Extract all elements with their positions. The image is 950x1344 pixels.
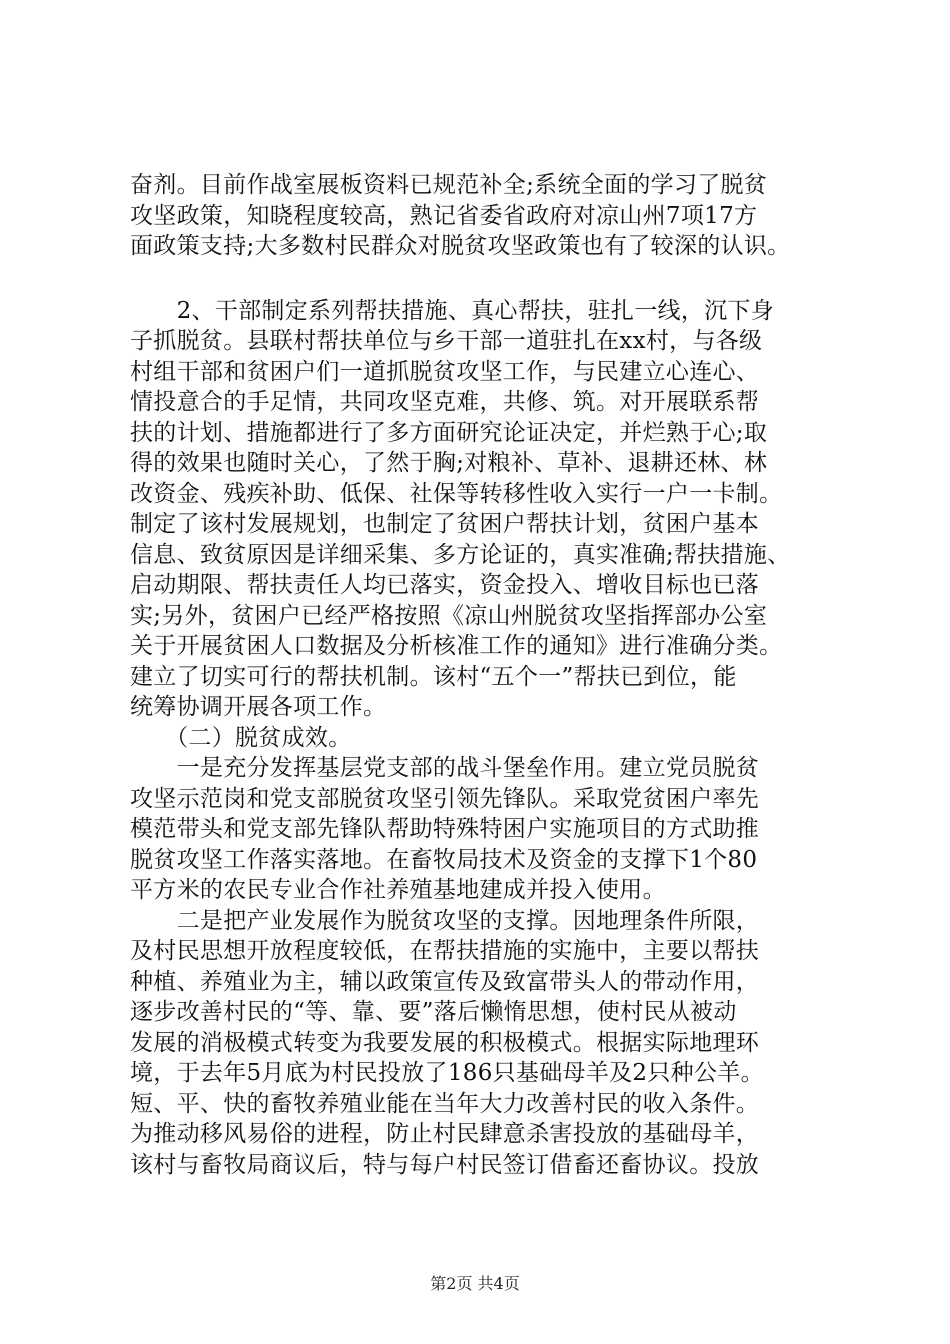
text-line: 及村民思想开放程度较低，在帮扶措施的实施中，主要以帮扶	[130, 938, 760, 964]
text-line: 扶的计划、措施都进行了多方面研究论证决定，并烂熟于心;取	[130, 419, 768, 446]
text-line: 短、平、快的畜牧养殖业能在当年大力改善村民的收入条件。	[130, 1090, 760, 1117]
text-line: 实;另外，贫困户已经严格按照《凉山州脱贫攻坚指挥部办公室	[130, 602, 768, 629]
text-line: 面政策支持;大多数村民群众对脱贫攻坚政策也有了较深的认识。	[130, 233, 791, 259]
text-line: 制定了该村发展规划，也制定了贫困户帮扶计划，贫困户基本	[130, 511, 760, 537]
text-line: 模范带头和党支部先锋队帮助特殊特困户实施项目的方式助推	[130, 816, 760, 842]
text-line: 子抓脱贫。县联村帮扶单位与乡干部一道驻扎在xx村，与各级	[130, 328, 763, 354]
page-number-footer: 第2页 共4页	[430, 1274, 520, 1293]
text-line	[130, 1211, 830, 1242]
text-line: 奋剂。目前作战室展板资料已规范补全;系统全面的学习了脱贫	[130, 172, 768, 198]
paragraph-1	[130, 170, 830, 262]
text-line: 建立了切实可行的帮扶机制。该村“五个一”帮扶已到位，能	[130, 663, 737, 690]
text-line	[130, 1180, 830, 1211]
text-line: 2、干部制定系列帮扶措施、真心帮扶，驻扎一线，沉下身	[130, 297, 775, 324]
document-body	[130, 170, 830, 1302]
text-line: 二是把产业发展作为脱贫攻坚的支撑。因地理条件所限，	[130, 907, 760, 934]
text-line: 该村与畜牧局商议后，特与每户村民签订借畜还畜协议。投放	[130, 1151, 760, 1178]
text-line: 统筹协调开展各项工作。	[130, 694, 387, 720]
text-line: 信息、致贫原因是详细采集、多方论证的，真实准确;帮扶措施、	[130, 541, 791, 568]
paragraph-gap	[130, 262, 830, 296]
text-line: 一是充分发挥基层党支部的战斗堡垒作用。建立党员脱贫	[130, 755, 760, 781]
text-line: 境，于去年5月底为村民投放了186只基础母羊及2只种公羊。	[130, 1060, 764, 1086]
text-line: （二）脱贫成效。	[130, 724, 352, 751]
text-line: 攻坚政策，知晓程度较高，熟记省委省政府对凉山州7项17方	[130, 202, 758, 229]
text-line: 村组干部和贫困户们一道抓脱贫攻坚工作，与民建立心连心、	[130, 358, 760, 385]
text-line: 平方米的农民专业合作社养殖基地建成并投入使用。	[130, 877, 666, 903]
text-line: 改资金、残疾补助、低保、社保等转移性收入实行一户一卡制。	[130, 480, 783, 507]
text-line: 关于开展贫困人口数据及分析核准工作的通知》进行准确分类。	[130, 633, 783, 659]
text-line	[130, 1241, 830, 1272]
text-line: 攻坚示范岗和党支部脱贫攻坚引领先锋队。采取党贫困户率先	[130, 785, 760, 812]
paragraph-2	[130, 296, 830, 1303]
text-line: 脱贫攻坚工作落实落地。在畜牧局技术及资金的支撑下1个80	[130, 846, 758, 873]
text-line: 种植、养殖业为主，辅以政策宣传及致富带头人的带动作用，	[130, 968, 760, 995]
text-line: 为推动移风易俗的进程，防止村民肆意杀害投放的基础母羊，	[130, 1121, 760, 1147]
text-line: 启动期限、帮扶责任人均已落实，资金投入、增收目标也已落	[130, 572, 760, 598]
text-line: 得的效果也随时关心，了然于胸;对粮补、草补、退耕还林、林	[130, 450, 768, 476]
text-line: 逐步改善村民的“等、靠、要”落后懒惰思想，使村民从被动	[130, 999, 737, 1025]
text-line: 情投意合的手足情，共同攻坚克难，共修、筑。对开展联系帮	[130, 389, 760, 415]
text-line: 发展的消极模式转变为我要发展的积极模式。根据实际地理环	[130, 1029, 760, 1056]
